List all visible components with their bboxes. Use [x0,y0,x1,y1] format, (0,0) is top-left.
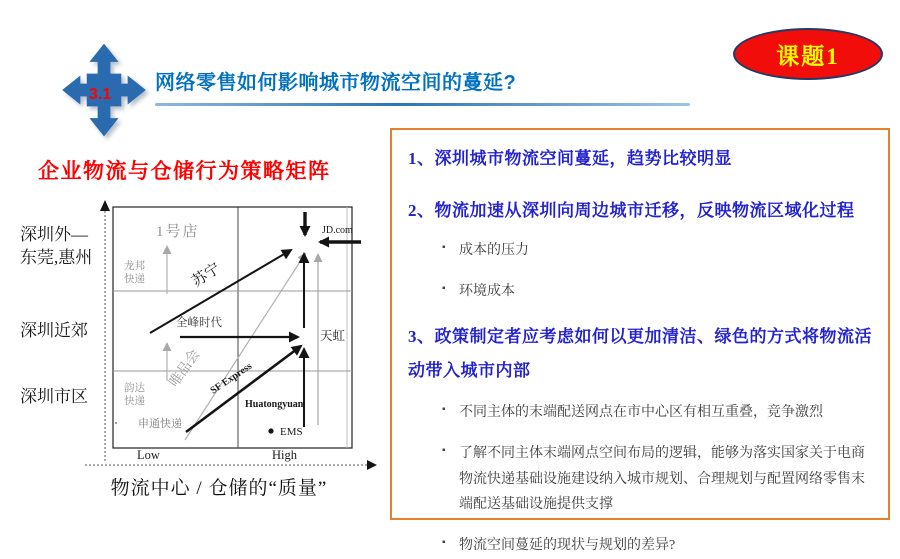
point-2-bullets [442,238,872,305]
label-vipshop: 唯品会 [166,347,204,391]
x-axis-caption: 物流中心 / 仓储的“质量” [110,478,328,499]
y-axis [100,200,110,463]
label-shentong: 申通快递 [138,418,182,430]
point-1: 1、深圳城市物流空间蔓延，趋势比较明显 [408,149,732,168]
row-label-urban: 深圳市区 [20,387,88,406]
matrix-grid [113,207,352,448]
label-tianhong: 天虹 [320,329,346,343]
label-yunda-line1: 韵达 [124,383,145,394]
label-sf-express: SF Express [208,360,255,397]
x-tick-low: Low [137,448,160,462]
summary-panel [390,128,890,554]
label-ems: EMS [280,426,303,438]
bullet-overlap-competition: ▪ 不同主体的末端配送网点在市中心区有相互重叠，竞争激烈 [442,400,872,426]
move-arrows-icon [58,40,150,140]
x-axis [85,460,377,470]
title-underline [155,103,690,106]
label-quanfeng: 全峰时代 [176,317,222,329]
page-title: 网络零售如何影响城市物流空间的蔓延? [155,72,517,94]
bullet-cost-pressure: ▪ 成本的压力 [442,238,872,264]
bullet-environment-cost: ▪ 环境成本 [442,279,872,305]
x-tick-high: High [272,448,297,462]
point-2: 2、物流加速从深圳向周边城市迁移，反映物流区域化过程 [408,201,855,221]
label-longbang-line2: 快递 [124,274,145,285]
row-label-outer-shenzhen: 深圳外—东莞,惠州 [20,225,93,267]
row-label-suburb: 深圳近郊 [20,321,88,340]
bullet-status-vs-planning: ▪ 物流空间蔓延的现状与规划的差异? [442,533,872,559]
strategy-matrix-chart [10,195,385,505]
label-longbang-line1: 龙邦 [124,261,145,272]
point-3: 3、政策制定者应考虑如何以更加清洁、绿色的方式将物流活动带入城市内部 [408,327,872,380]
section-number: 3.1 [89,86,112,103]
point-3-bullets [442,400,872,559]
label-yihaodian: 1号店 [156,224,200,240]
matrix-title: 企业物流与仓储行为策略矩阵 [38,159,331,183]
topic-badge: 课题1 [733,28,883,80]
bullet-planning-support: ▪ 了解不同主体末端网点空间布局的逻辑，能够为落实国家关于电商物流快递基础设施建设纳入城市规划、合理规划与配置网络零售末端配送基础设施提供支撑 [442,441,872,519]
label-huatongyuan: Huatongyuan [245,399,304,410]
label-yunda-line2: 快递 [124,396,145,407]
label-jd: JD.com [322,225,353,236]
ems-point [268,428,273,433]
label-suning: 苏宁 [189,260,224,291]
shentong-tick [115,422,117,424]
